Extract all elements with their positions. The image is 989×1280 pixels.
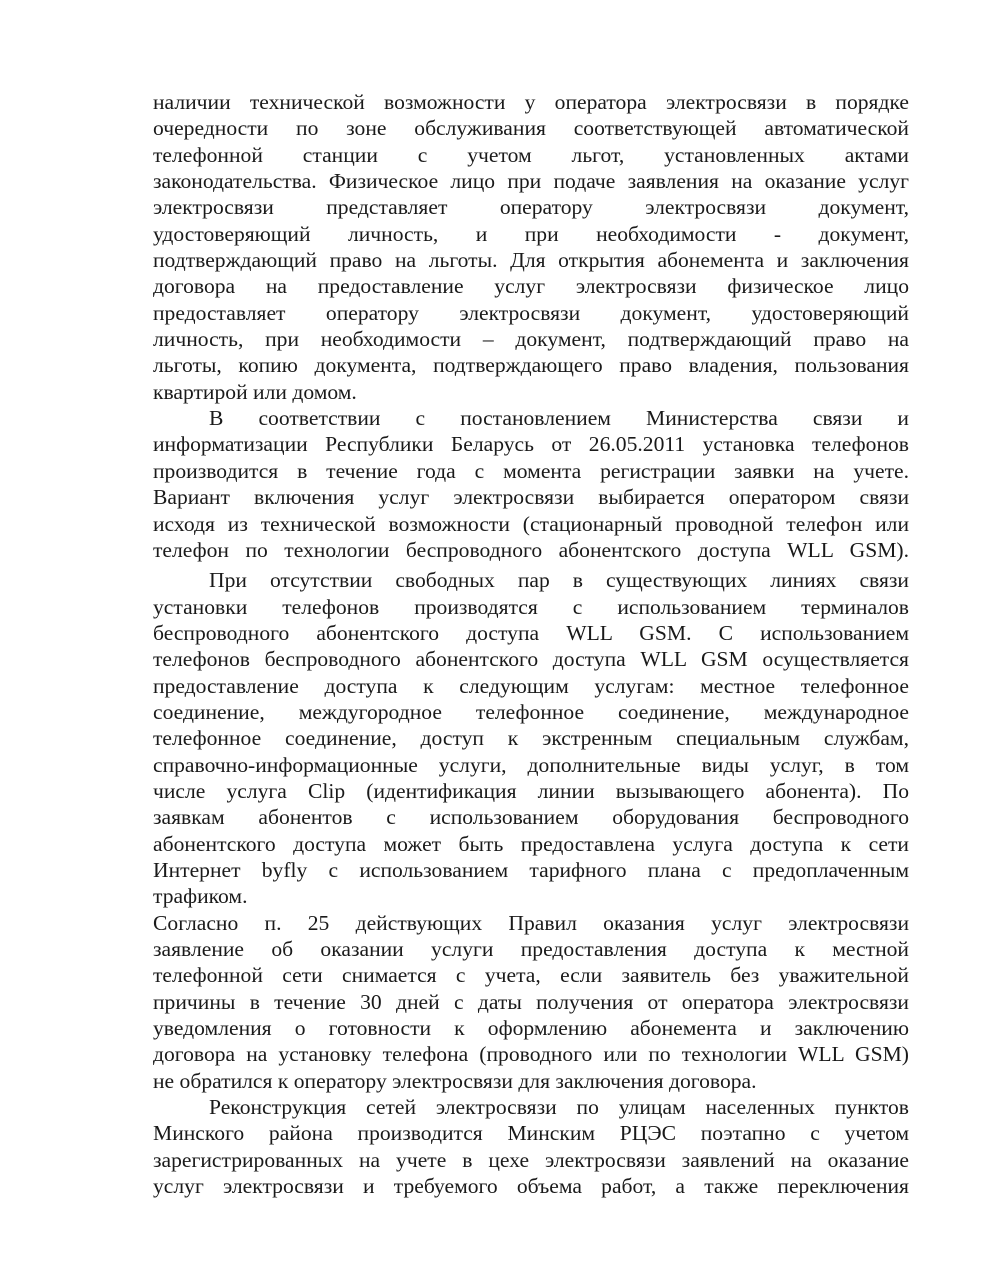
text-line: соединение, междугородное телефонное соединение, международное bbox=[153, 699, 909, 724]
text-line: производится в течение года с момента регистрации заявки на учете. bbox=[153, 458, 909, 483]
text-line: информатизации Республики Беларусь от 26.05.2011 установка телефонов bbox=[153, 432, 909, 457]
text-line: В соответствии с постановлением Министерства связи и bbox=[209, 406, 909, 431]
paragraph bbox=[153, 910, 909, 1094]
text-line: трафиком. bbox=[153, 884, 248, 909]
text-line: телефонной сети снимается с учета, если заявитель без уважительной bbox=[153, 963, 909, 988]
text-line: льготы, копию документа, подтверждающего право владения, пользования bbox=[153, 353, 909, 378]
text-line: подтверждающий право на льготы. Для открытия абонемента и заключения bbox=[153, 248, 909, 273]
document-page bbox=[153, 89, 909, 1199]
text-line: установки телефонов производятся с использованием терминалов bbox=[153, 594, 909, 619]
text-line: При отсутствии свободных пар в существующих линиях связи bbox=[209, 568, 909, 593]
text-line: очередности по зоне обслуживания соответствующей автоматической bbox=[153, 116, 909, 141]
text-line: телефонной станции с учетом льгот, установленных актами bbox=[153, 142, 909, 167]
text-line: уведомления о готовности к оформлению абонемента и заключению bbox=[153, 1016, 909, 1041]
text-line: справочно-информационные услуги, дополнительные виды услуг, в том bbox=[153, 752, 909, 777]
text-line: услуг электросвязи и требуемого объема работ, а также переключения bbox=[153, 1174, 909, 1199]
text-line: заявкам абонентов с использованием оборудования беспроводного bbox=[153, 805, 909, 830]
text-line: электросвязи представляет оператору электросвязи документ, bbox=[153, 195, 909, 220]
text-line: числе услуга Clip (идентификация линии вызывающего абонента). По bbox=[153, 778, 909, 803]
text-line: заявление об оказании услуги предоставления доступа к местной bbox=[153, 937, 909, 961]
text-line: наличии технической возможности у оператора электросвязи в порядке bbox=[153, 90, 909, 114]
text-line: не обратился к оператору электросвязи для заключения договора. bbox=[153, 1068, 757, 1093]
text-line: личность, при необходимости – документ, подтверждающий право на bbox=[153, 327, 909, 352]
text-line: телефон по технологии беспроводного абонентского доступа WLL GSM). bbox=[153, 537, 909, 562]
text-line: Минского района производится Минским РЦЭС поэтапно с учетом bbox=[153, 1121, 909, 1146]
text-line: Согласно п. 25 действующих Правил оказания услуг электросвязи bbox=[153, 910, 909, 935]
text-line: удостоверяющий личность, и при необходимости - документ, bbox=[153, 221, 909, 246]
text-line: договора на предоставление услуг электросвязи физическое лицо bbox=[153, 274, 909, 299]
text-line: Интернет byfly с использованием тарифного плана с предоплаченным bbox=[153, 857, 909, 882]
text-line: причины в течение 30 дней с даты получения от оператора электросвязи bbox=[153, 989, 909, 1014]
paragraph bbox=[153, 567, 909, 909]
text-line: телефонов беспроводного абонентского доступа WLL GSM осуществляется bbox=[153, 647, 909, 672]
paragraph bbox=[153, 405, 909, 563]
paragraph bbox=[153, 1094, 909, 1199]
text-line: исходя из технической возможности (стационарный проводной телефон или bbox=[153, 511, 909, 536]
text-line: квартирой или домом. bbox=[153, 379, 357, 404]
text-line: Реконструкция сетей электросвязи по улицам населенных пунктов bbox=[209, 1095, 909, 1120]
text-line: договора на установку телефона (проводного или по технологии WLL GSM) bbox=[153, 1042, 909, 1067]
text-line: законодательства. Физическое лицо при подаче заявления на оказание услуг bbox=[153, 169, 909, 194]
text-line: беспроводного абонентского доступа WLL GSM. С использованием bbox=[153, 620, 909, 645]
text-line: предоставляет оператору электросвязи документ, удостоверяющий bbox=[153, 300, 909, 325]
text-line: зарегистрированных на учете в цехе электросвязи заявлений на оказание bbox=[153, 1147, 909, 1172]
paragraph bbox=[153, 89, 909, 405]
text-line: Вариант включения услуг электросвязи выбирается оператором связи bbox=[153, 485, 909, 510]
text-line: абонентского доступа может быть предоставлена услуга доступа к сети bbox=[153, 831, 909, 856]
text-line: предоставление доступа к следующим услугам: местное телефонное bbox=[153, 673, 909, 698]
text-line: телефонное соединение, доступ к экстренным специальным службам, bbox=[153, 726, 909, 751]
